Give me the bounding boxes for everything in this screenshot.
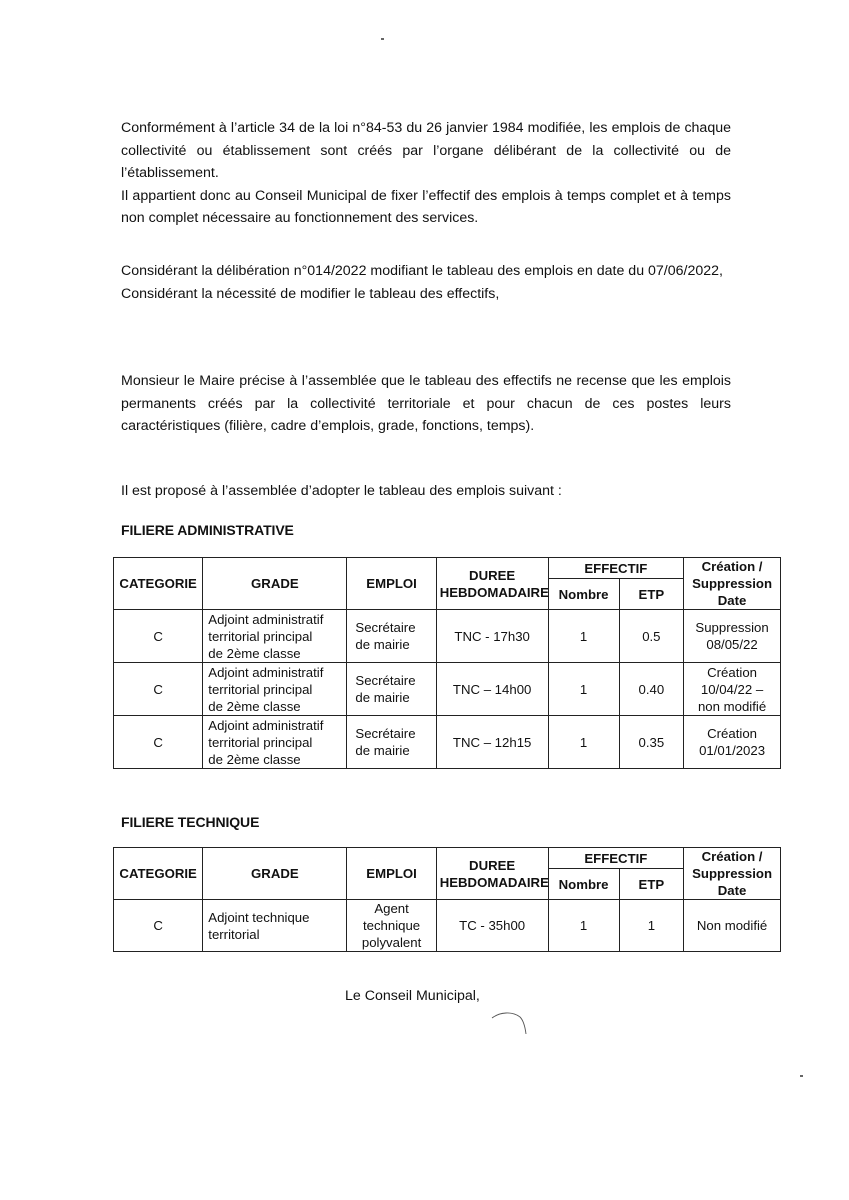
cell-etp: 1 xyxy=(619,900,684,952)
cell-etp: 0.40 xyxy=(619,663,684,716)
emploi-line: Agent xyxy=(374,901,409,916)
cell-emploi xyxy=(347,900,436,952)
grade-line: territorial principal xyxy=(208,734,313,750)
administrative-table xyxy=(113,557,781,769)
date-line: 08/05/22 xyxy=(706,637,758,652)
header-categorie: CATEGORIE xyxy=(114,848,203,900)
cell-grade xyxy=(203,663,347,716)
cell-etp: 0.5 xyxy=(619,610,684,663)
table-row xyxy=(114,900,781,952)
closing-text: Le Conseil Municipal, xyxy=(345,988,480,1004)
date-line: Création xyxy=(707,726,757,741)
cell-nombre: 1 xyxy=(548,900,619,952)
date-line: 01/01/2023 xyxy=(699,743,766,758)
grade-line: territorial principal xyxy=(208,681,313,697)
cell-duree: TNC - 17h30 xyxy=(436,610,548,663)
cell-nombre: 1 xyxy=(548,663,619,716)
maire-text: Monsieur le Maire précise à l’assemblée que le tableau des effectifs ne recense que les emplois permanents créés par la collectivité territoriale et pour chacun de ces postes leurs caractéristiques (filière, cadre d’emplois, grade, fonctions, temps). xyxy=(121,373,731,434)
cell-date: Non modifié xyxy=(684,900,781,952)
cell-emploi xyxy=(347,663,436,716)
header-duree xyxy=(436,848,548,900)
header-creation xyxy=(684,558,781,610)
emploi-line: technique xyxy=(362,918,421,933)
emploi-line: Secrétaire xyxy=(355,620,416,635)
intro-text-2: Il appartient donc au Conseil Municipal de fixer l’effectif des emplois à temps complet et à temps non complet nécessaire au fonctionnement des services. xyxy=(121,187,731,226)
header-creation-line3: Date xyxy=(717,883,747,898)
proposition-paragraph xyxy=(121,480,731,503)
date-line: Création xyxy=(707,664,757,680)
header-effectif: EFFECTIF xyxy=(548,848,684,869)
intro-paragraph xyxy=(121,117,731,230)
cell-categorie: C xyxy=(114,610,203,663)
header-duree xyxy=(436,558,548,610)
grade-line: de 2ème classe xyxy=(208,645,301,661)
header-etp: ETP xyxy=(619,579,684,610)
header-grade: GRADE xyxy=(203,848,347,900)
cell-date xyxy=(684,663,781,716)
scan-speck xyxy=(800,1075,803,1077)
table-row xyxy=(114,716,781,769)
cell-grade xyxy=(203,716,347,769)
header-etp: ETP xyxy=(619,869,684,900)
scan-speck xyxy=(381,38,384,40)
header-emploi: EMPLOI xyxy=(347,558,436,610)
emploi-line: Secrétaire xyxy=(355,726,416,741)
date-line: Suppression xyxy=(695,620,769,635)
header-emploi: EMPLOI xyxy=(347,848,436,900)
proposition-text: Il est proposé à l’assemblée d’adopter le tableau des emplois suivant : xyxy=(121,483,562,499)
cell-emploi xyxy=(347,610,436,663)
cell-categorie: C xyxy=(114,663,203,716)
header-creation-line1: Création / xyxy=(701,559,763,574)
header-duree-line1: DUREE xyxy=(469,857,516,873)
date-line: non modifié xyxy=(697,698,767,714)
cell-date xyxy=(684,610,781,663)
grade-line: Adjoint technique xyxy=(208,909,310,925)
technique-table xyxy=(113,847,781,952)
signature-mark xyxy=(490,1008,530,1038)
cell-etp: 0.35 xyxy=(619,716,684,769)
header-nombre: Nombre xyxy=(548,579,619,610)
grade-line: Adjoint administratif xyxy=(208,611,324,627)
header-creation xyxy=(684,848,781,900)
grade-line: de 2ème classe xyxy=(208,698,301,714)
grade-line: territorial xyxy=(208,926,260,942)
header-creation-line2: Suppression xyxy=(692,576,772,591)
cell-nombre: 1 xyxy=(548,610,619,663)
cell-emploi xyxy=(347,716,436,769)
cell-duree: TNC – 14h00 xyxy=(436,663,548,716)
cell-grade xyxy=(203,900,347,952)
cell-duree: TNC – 12h15 xyxy=(436,716,548,769)
cell-date xyxy=(684,716,781,769)
considerant-text-1: Considérant la délibération n°014/2022 modifiant le tableau des emplois en date du 07/06/2022, xyxy=(121,263,723,279)
cell-categorie: C xyxy=(114,900,203,952)
header-creation-line3: Date xyxy=(717,593,747,608)
header-creation-line1: Création / xyxy=(701,849,763,864)
emploi-line: de mairie xyxy=(355,743,410,758)
header-grade: GRADE xyxy=(203,558,347,610)
cell-nombre: 1 xyxy=(548,716,619,769)
grade-line: Adjoint administratif xyxy=(208,664,324,680)
grade-line: territorial principal xyxy=(208,628,313,644)
filiere-technique-title: FILIERE TECHNIQUE xyxy=(121,814,260,830)
filiere-administrative-title: FILIERE ADMINISTRATIVE xyxy=(121,522,294,538)
header-effectif: EFFECTIF xyxy=(548,558,684,579)
considerant-paragraph xyxy=(121,260,731,305)
maire-paragraph xyxy=(121,370,731,438)
emploi-line: de mairie xyxy=(355,690,410,705)
table-row xyxy=(114,610,781,663)
considerant-text-2: Considérant la nécessité de modifier le tableau des effectifs, xyxy=(121,285,500,302)
header-duree-line2: HEBDOMADAIRE xyxy=(439,874,549,890)
header-nombre: Nombre xyxy=(548,869,619,900)
header-duree-line2: HEBDOMADAIRE xyxy=(439,584,549,600)
table-row xyxy=(114,663,781,716)
header-categorie: CATEGORIE xyxy=(114,558,203,610)
cell-categorie: C xyxy=(114,716,203,769)
cell-duree: TC - 35h00 xyxy=(436,900,548,952)
cell-grade xyxy=(203,610,347,663)
emploi-line: de mairie xyxy=(355,637,410,652)
grade-line: de 2ème classe xyxy=(208,751,301,767)
intro-text-1: Conformément à l’article 34 de la loi n°84-53 du 26 janvier 1984 modifiée, les emplois de chaque collectivité ou établissement sont créés par l’organe délibérant de la collectivité ou de l’établissement. xyxy=(121,120,731,181)
header-creation-line2: Suppression xyxy=(692,866,772,881)
emploi-line: polyvalent xyxy=(361,935,422,950)
date-line: 10/04/22 – xyxy=(700,681,764,697)
grade-line: Adjoint administratif xyxy=(208,717,324,733)
emploi-line: Secrétaire xyxy=(355,673,416,688)
header-duree-line1: DUREE xyxy=(469,567,516,583)
